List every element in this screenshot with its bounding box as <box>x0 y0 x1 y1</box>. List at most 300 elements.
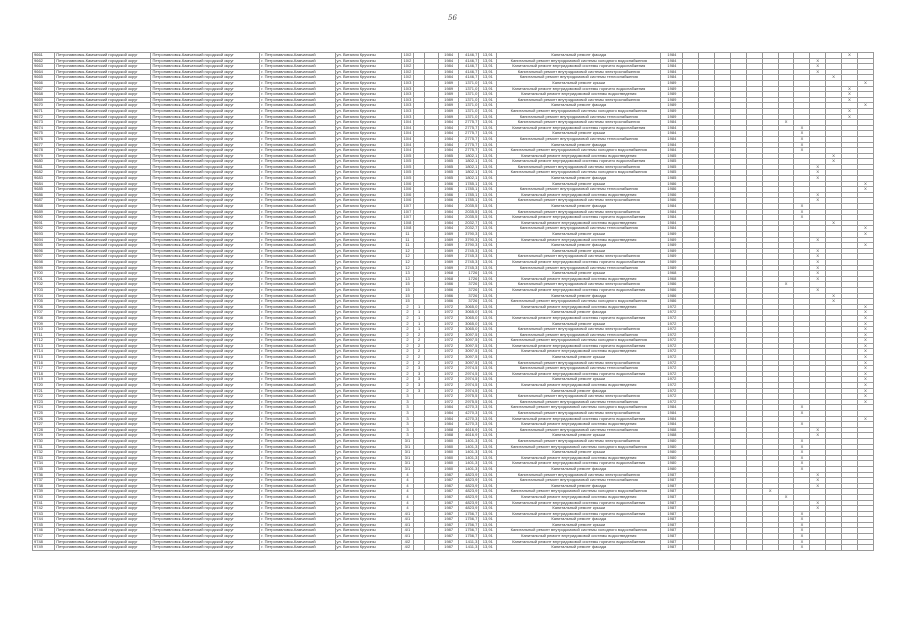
cell-mark: X <box>857 360 873 366</box>
cell-municipality: Петропавловск-Камчатский городской округ <box>55 142 151 148</box>
cell-street: ул. Виталия Кручины <box>335 192 402 198</box>
cell-tariff: 13,91 <box>479 215 497 221</box>
cell-municipality-2: Петропавловск-Камчатский городской округ <box>151 254 260 260</box>
cell-town: г. Петропавловск-Камчатский <box>260 103 335 109</box>
cell-town: г. Петропавловск-Камчатский <box>260 321 335 327</box>
cell-town: г. Петропавловск-Камчатский <box>260 394 335 400</box>
cell-municipality: Петропавловск-Камчатский городской округ <box>55 506 151 512</box>
cell-mark: X <box>794 422 810 428</box>
cell-town: г. Петропавловск-Камчатский <box>260 192 335 198</box>
cell-municipality-2: Петропавловск-Камчатский городской округ <box>151 377 260 383</box>
cell-mark: X <box>842 92 858 98</box>
cell-mark: X <box>857 181 873 187</box>
cell-municipality-2: Петропавловск-Камчатский городской округ <box>151 394 260 400</box>
cell-id: 9695 <box>33 243 55 249</box>
cell-year: 1968 <box>439 271 459 277</box>
cell-street: ул. Виталия Кручины <box>335 198 402 204</box>
cell-municipality: Петропавловск-Камчатский городской округ <box>55 86 151 92</box>
cell-town: г. Петропавловск-Камчатский <box>260 438 335 444</box>
cell-year: 1985 <box>439 153 459 159</box>
cell-plan-year: 1984 <box>661 75 683 81</box>
cell-work: Капитальный ремонт крыши <box>497 271 661 277</box>
cell-work: Капитальный ремонт крыши <box>497 450 661 456</box>
cell-plan-year: 1987 <box>661 539 683 545</box>
cell-building: 2 <box>413 343 425 349</box>
cell-municipality-2: Петропавловск-Камчатский городской округ <box>151 226 260 232</box>
cell-building: 2 <box>413 332 425 338</box>
cell-year: 1984 <box>439 53 459 59</box>
cell-municipality: Петропавловск-Камчатский городской округ <box>55 450 151 456</box>
cell-municipality: Петропавловск-Камчатский городской округ <box>55 478 151 484</box>
cell-area: 1802,1 <box>459 170 479 176</box>
cell-house: 10/3 <box>403 86 412 91</box>
cell-street: ул. Виталия Кручины <box>335 366 402 372</box>
cell-area: 4146,7 <box>459 58 479 64</box>
cell-tariff: 13,91 <box>479 176 497 182</box>
cell-street: ул. Виталия Кручины <box>335 332 402 338</box>
cell-id: 9721 <box>33 388 55 394</box>
cell-street: ул. Виталия Кручины <box>335 438 402 444</box>
cell-work: Капитальный ремонт крыши <box>497 433 661 439</box>
cell-year: 1987 <box>439 472 459 478</box>
cell-street: ул. Виталия Кручины <box>335 86 402 92</box>
cell-mark: X <box>857 338 873 344</box>
cell-street: ул. Виталия Кручины <box>335 237 402 243</box>
cell-plan-year: 1987 <box>661 489 683 495</box>
cell-area: 3097,5 <box>459 349 479 355</box>
cell-municipality-2: Петропавловск-Камчатский городской округ <box>151 539 260 545</box>
cell-mark: X <box>810 472 826 478</box>
cell-year: 1987 <box>439 511 459 517</box>
cell-municipality-2: Петропавловск-Камчатский городской округ <box>151 315 260 321</box>
cell-id: 9666 <box>33 80 55 86</box>
cell-house: 3 <box>402 411 414 417</box>
cell-town: г. Петропавловск-Камчатский <box>260 399 335 405</box>
cell-year: 1985 <box>439 164 459 170</box>
cell-tariff: 13,91 <box>479 494 497 500</box>
cell-house: 3 <box>402 405 414 411</box>
cell-tariff: 13,91 <box>479 327 497 333</box>
cell-work: Капитальный ремонт внутридомовой системы водоотведения <box>497 494 661 500</box>
cell-town: г. Петропавловск-Камчатский <box>260 159 335 165</box>
cell-house: 3/1 <box>402 438 414 444</box>
cell-area: 3065,0 <box>459 304 479 310</box>
cell-plan-year: 1984 <box>661 204 683 210</box>
cell-street: ул. Виталия Кручины <box>335 539 402 545</box>
cell-work: Капитальный ремонт внутридомовой системы горячего водоснабжения <box>497 64 661 70</box>
cell-municipality: Петропавловск-Камчатский городской округ <box>55 343 151 349</box>
cell-street: ул. Виталия Кручины <box>335 187 402 193</box>
cell-tariff: 13,91 <box>479 478 497 484</box>
cell-id: 9722 <box>33 394 55 400</box>
cell-id: 9730 <box>33 438 55 444</box>
cell-plan-year: 1984 <box>661 405 683 411</box>
cell-mark <box>699 545 715 551</box>
cell-mark: X <box>810 58 826 64</box>
cell-id: 9669 <box>33 97 55 103</box>
cell-street: ул. Виталия Кручины <box>335 243 402 249</box>
cell-work: Капитальный ремонт внутридомовой системы горячего водоснабжения <box>497 371 661 377</box>
cell-tariff: 13,91 <box>479 355 497 361</box>
cell-year: 1988 <box>439 427 459 433</box>
cell-town: г. Петропавловск-Камчатский <box>260 366 335 372</box>
cell-municipality: Петропавловск-Камчатский городской округ <box>55 192 151 198</box>
cell-id: 9667 <box>33 86 55 92</box>
cell-mark: X <box>810 506 826 512</box>
cell-town: г. Петропавловск-Камчатский <box>260 489 335 495</box>
cell-area: 3726 <box>459 282 479 288</box>
cell-tariff: 13,91 <box>479 450 497 456</box>
cell-tariff: 13,91 <box>479 338 497 344</box>
cell-street: ул. Виталия Кручины <box>335 170 402 176</box>
cell-id: 9733 <box>33 455 55 461</box>
cell-year: 1984 <box>439 142 459 148</box>
cell-plan-year: 1985 <box>661 170 683 176</box>
cell-house: 10/6 <box>403 197 412 203</box>
cell-municipality-2: Петропавловск-Камчатский городской округ <box>151 399 260 405</box>
cell-year: 1984 <box>439 422 459 428</box>
cell-street: ул. Виталия Кручины <box>335 304 402 310</box>
cell-mark: X <box>794 125 810 131</box>
cell-plan-year: 1984 <box>661 142 683 148</box>
cell-house: 4 <box>402 472 414 478</box>
cell-plan-year: 1984 <box>661 69 683 75</box>
cell-id: 9748 <box>33 539 55 545</box>
cell-tariff: 13,91 <box>479 528 497 534</box>
cell-plan-year: 1986 <box>661 198 683 204</box>
cell-mark: X <box>857 366 873 372</box>
cell-municipality: Петропавловск-Камчатский городской округ <box>55 53 151 59</box>
cell-municipality: Петропавловск-Камчатский городской округ <box>55 310 151 316</box>
cell-municipality: Петропавловск-Камчатский городской округ <box>55 265 151 271</box>
cell-mark: X <box>810 427 826 433</box>
cell-plan-year: 1984 <box>661 120 683 126</box>
cell-municipality-2: Петропавловск-Камчатский городской округ <box>151 517 260 523</box>
cell-town: г. Петропавловск-Камчатский <box>260 237 335 243</box>
cell-id: 9741 <box>33 500 55 506</box>
cell-street: ул. Виталия Кручины <box>335 142 402 148</box>
cell-work: Капитальный ремонт внутридомовой системы холодного водоснабжения <box>497 170 661 176</box>
cell-work: Капитальный ремонт крыши <box>497 355 661 361</box>
cell-street: ул. Виталия Кручины <box>335 371 402 377</box>
cell-plan-year: 1986 <box>661 287 683 293</box>
cell-area: 4823,9 <box>459 489 479 495</box>
cell-tariff: 13,91 <box>479 343 497 349</box>
cell-street: ул. Виталия Кручины <box>335 360 402 366</box>
cell-mark: X <box>794 466 810 472</box>
cell-mark: X <box>794 405 810 411</box>
cell-municipality-2: Петропавловск-Камчатский городской округ <box>151 444 260 450</box>
page-number: 56 <box>448 14 457 22</box>
cell-year: 1984 <box>439 209 459 215</box>
cell-street: ул. Виталия Кручины <box>335 517 402 523</box>
cell-municipality-2: Петропавловск-Камчатский городской округ <box>151 237 260 243</box>
cell-street: ул. Виталия Кручины <box>335 466 402 472</box>
cell-tariff: 13,91 <box>479 53 497 59</box>
cell-municipality: Петропавловск-Камчатский городской округ <box>55 120 151 126</box>
cell-plan-year: 1972 <box>661 394 683 400</box>
cell-plan-year: 1980 <box>661 461 683 467</box>
cell-mark <box>762 545 778 551</box>
cell-municipality-2: Петропавловск-Камчатский городской округ <box>151 411 260 417</box>
cell-tariff: 13,91 <box>479 164 497 170</box>
cell-plan-year: 1989 <box>661 259 683 265</box>
cell-building: 3 <box>413 371 425 377</box>
cell-id: 9708 <box>33 315 55 321</box>
cell-house: 3 <box>402 427 414 433</box>
cell-municipality-2: Петропавловск-Камчатский городской округ <box>151 125 260 131</box>
cell-house: 2 <box>402 371 414 377</box>
cell-town: г. Петропавловск-Камчатский <box>260 271 335 277</box>
cell-work: Капитальный ремонт внутридомовой системы горячего водоснабжения <box>497 86 661 92</box>
cell-town: г. Петропавловск-Камчатский <box>260 64 335 70</box>
cell-municipality: Петропавловск-Камчатский городской округ <box>55 209 151 215</box>
cell-id: 9728 <box>33 427 55 433</box>
cell-plan-year: 1972 <box>661 355 683 361</box>
cell-work: Капитальный ремонт фасада <box>497 466 661 472</box>
cell-tariff: 13,91 <box>479 500 497 506</box>
cell-town: г. Петропавловск-Камчатский <box>260 461 335 467</box>
cell-house: 2 <box>402 304 414 310</box>
cell-street: ул. Виталия Кручины <box>335 478 402 484</box>
cell-house: 2 <box>402 366 414 372</box>
cell-municipality: Петропавловск-Камчатский городской округ <box>55 366 151 372</box>
cell-id: 9739 <box>33 489 55 495</box>
cell-tariff: 13,91 <box>479 187 497 193</box>
cell-street: ул. Виталия Кручины <box>335 209 402 215</box>
cell-id: 9710 <box>33 327 55 333</box>
cell-town: г. Петропавловск-Камчатский <box>260 422 335 428</box>
cell-municipality: Петропавловск-Камчатский городской округ <box>55 327 151 333</box>
cell-mark: X <box>810 500 826 506</box>
cell-town: г. Петропавловск-Камчатский <box>260 450 335 456</box>
cell-street: ул. Виталия Кручины <box>335 489 402 495</box>
cell-id: 9698 <box>33 259 55 265</box>
cell-id: 9731 <box>33 444 55 450</box>
cell-street: ул. Виталия Кручины <box>335 545 402 551</box>
cell-year: 1986 <box>439 282 459 288</box>
cell-municipality: Петропавловск-Камчатский городской округ <box>55 254 151 260</box>
cell-mark: X <box>810 271 826 277</box>
cell-area: 2745,3 <box>459 254 479 260</box>
cell-house: 2 <box>402 338 414 344</box>
cell-plan-year: 1972 <box>661 360 683 366</box>
cell-area: 1401,3 <box>459 466 479 472</box>
cell-street: ул. Виталия Кручины <box>335 69 402 75</box>
cell-municipality: Петропавловск-Камчатский городской округ <box>55 383 151 389</box>
cell-town: г. Петропавловск-Камчатский <box>260 142 335 148</box>
cell-plan-year: 1984 <box>661 226 683 232</box>
cell-mark: X <box>857 399 873 405</box>
cell-year: 1984 <box>439 411 459 417</box>
cell-mark <box>810 545 826 551</box>
cell-town: г. Петропавловск-Камчатский <box>260 204 335 210</box>
cell-municipality: Петропавловск-Камчатский городской округ <box>55 108 151 114</box>
cell-mark: X <box>810 478 826 484</box>
cell-tariff: 13,91 <box>479 394 497 400</box>
cell-municipality-2: Петропавловск-Камчатский городской округ <box>151 545 260 551</box>
cell-plan-year: 1987 <box>661 545 683 551</box>
cell-year: 1986 <box>439 287 459 293</box>
cell-id: 9686 <box>33 192 55 198</box>
cell-work: Капитальный ремонт внутридомовой системы горячего водоснабжения <box>497 461 661 467</box>
cell-mark: X <box>826 293 842 299</box>
cell-year: 1980 <box>439 461 459 467</box>
cell-town: г. Петропавловск-Камчатский <box>260 92 335 98</box>
cell-id: 9688 <box>33 204 55 210</box>
cell-town: г. Петропавловск-Камчатский <box>260 360 335 366</box>
cell-id: 9683 <box>33 176 55 182</box>
cell-mark: X <box>857 388 873 394</box>
cell-mark: X <box>857 349 873 355</box>
cell-house: 10/7 <box>403 203 412 209</box>
cell-year: 1986 <box>439 293 459 299</box>
cell-house: 4/2 <box>402 539 414 545</box>
cell-house: 2 <box>402 343 414 349</box>
cell-mark: X <box>826 159 842 165</box>
cell-house: 2 <box>402 388 414 394</box>
cell-work: Капитальный ремонт внутридомовой системы теплоснабжения <box>497 75 661 81</box>
table-row <box>33 545 874 551</box>
cell-house: 12 <box>402 254 414 260</box>
cell-tariff: 13,91 <box>479 388 497 394</box>
cell-municipality-2: Петропавловск-Камчатский городской округ <box>151 438 260 444</box>
cell-work: Капитальный ремонт внутридомовой системы горячего водоснабжения <box>497 416 661 422</box>
cell-municipality-2: Петропавловск-Камчатский городской округ <box>151 136 260 142</box>
cell-plan-year: 1980 <box>661 450 683 456</box>
cell-tariff: 13,91 <box>479 438 497 444</box>
cell-tariff: 13,91 <box>479 181 497 187</box>
cell-town: г. Петропавловск-Камчатский <box>260 472 335 478</box>
cell-year: 1972 <box>439 388 459 394</box>
cell-area: 1401,3 <box>459 455 479 461</box>
cell-tariff: 13,91 <box>479 293 497 299</box>
cell-id: 9693 <box>33 232 55 238</box>
cell-tariff: 13,91 <box>479 86 497 92</box>
cell-tariff: 13,91 <box>479 204 497 210</box>
cell-area: 1371,0 <box>459 103 479 109</box>
cell-house: 2 <box>402 315 414 321</box>
cell-plan-year: 1986 <box>661 293 683 299</box>
cell-town: г. Петропавловск-Камчатский <box>260 114 335 120</box>
cell-town: г. Петропавловск-Камчатский <box>260 528 335 534</box>
cell-mark: X <box>778 282 794 288</box>
cell-mark <box>842 545 858 551</box>
cell-id: 9679 <box>33 153 55 159</box>
cell-area: 1371,0 <box>459 108 479 114</box>
cell-town: г. Петропавловск-Камчатский <box>260 276 335 282</box>
cell-municipality-2: Петропавловск-Камчатский городской округ <box>151 506 260 512</box>
cell-town: г. Петропавловск-Камчатский <box>260 444 335 450</box>
cell-id: 9685 <box>33 187 55 193</box>
cell-tariff: 13,91 <box>479 192 497 198</box>
cell-municipality-2: Петропавловск-Камчатский городской округ <box>151 383 260 389</box>
cell-town: г. Петропавловск-Камчатский <box>260 209 335 215</box>
cell-mark: X <box>810 164 826 170</box>
cell-town: г. Петропавловск-Камчатский <box>260 500 335 506</box>
cell-work: Капитальный ремонт внутридомовой системы электроснабжения <box>497 198 661 204</box>
cell-street: ул. Виталия Кручины <box>335 58 402 64</box>
cell-plan-year: 1984 <box>661 53 683 59</box>
cell-municipality: Петропавловск-Камчатский городской округ <box>55 271 151 277</box>
cell-municipality-2: Петропавловск-Камчатский городской округ <box>151 405 260 411</box>
cell-mark: X <box>857 327 873 333</box>
cell-town: г. Петропавловск-Камчатский <box>260 80 335 86</box>
cell-street: ул. Виталия Кручины <box>335 534 402 540</box>
cell-area: 4823,9 <box>459 483 479 489</box>
cell-area: 4270,3 <box>459 422 479 428</box>
cell-mark: X <box>857 355 873 361</box>
cell-mark: X <box>857 232 873 238</box>
cell-street: ул. Виталия Кручины <box>335 444 402 450</box>
cell-municipality-2: Петропавловск-Камчатский городской округ <box>151 366 260 372</box>
cell-year: 1972 <box>439 360 459 366</box>
cell-work: Капитальный ремонт внутридомовой системы теплоснабжения <box>497 332 661 338</box>
cell-id: 9678 <box>33 148 55 154</box>
cell-tariff: 13,91 <box>479 265 497 271</box>
cell-mark: X <box>842 53 858 59</box>
cell-year: 1989 <box>439 114 459 120</box>
cell-work: Капитальный ремонт внутридомовой системы водоотведения <box>497 192 661 198</box>
cell-id: 9725 <box>33 411 55 417</box>
cell-house: 3/1 <box>402 450 414 456</box>
cell-house: 12 <box>402 248 414 254</box>
cell-street: ул. Виталия Кручины <box>335 64 402 70</box>
cell-year: 1985 <box>439 170 459 176</box>
cell-street: ул. Виталия Кручины <box>335 355 402 361</box>
cell-house: 3/1 <box>402 466 414 472</box>
cell-town: г. Петропавловск-Камчатский <box>260 455 335 461</box>
cell-house: 15 <box>402 299 414 305</box>
cell-town: г. Петропавловск-Камчатский <box>260 304 335 310</box>
cell-year: 1989 <box>439 237 459 243</box>
cell-id: 9697 <box>33 254 55 260</box>
cell-house: 4 <box>402 500 414 506</box>
cell-house: 10/3 <box>403 108 412 113</box>
cell-house: 10/6 <box>403 192 412 197</box>
cell-municipality: Петропавловск-Камчатский городской округ <box>55 444 151 450</box>
cell-street: ул. Виталия Кручины <box>335 181 402 187</box>
cell-house: 11 <box>402 237 414 243</box>
cell-town: г. Петропавловск-Камчатский <box>260 327 335 333</box>
cell-year: 1980 <box>439 450 459 456</box>
cell-year: 1985 <box>439 159 459 165</box>
cell-house: 15 <box>402 287 414 293</box>
cell-municipality: Петропавловск-Камчатский городской округ <box>55 315 151 321</box>
cell-id: 9672 <box>33 114 55 120</box>
cell-id: 9742 <box>33 506 55 512</box>
cell-work: Капитальный ремонт внутридомовой системы электроснабжения <box>497 327 661 333</box>
cell-tariff: 13,91 <box>479 360 497 366</box>
cell-town: г. Петропавловск-Камчатский <box>260 181 335 187</box>
cell-municipality-2: Петропавловск-Камчатский городской округ <box>151 478 260 484</box>
cell-municipality-2: Петропавловск-Камчатский городской округ <box>151 388 260 394</box>
cell-mark: X <box>778 494 794 500</box>
cell-house: 10/8 <box>403 225 412 231</box>
cell-house: 10/5 <box>403 153 412 158</box>
cell-municipality: Петропавловск-Камчатский городской округ <box>55 461 151 467</box>
cell-area: 2745,3 <box>459 248 479 254</box>
cell-municipality: Петропавловск-Камчатский городской округ <box>55 176 151 182</box>
cell-municipality-2: Петропавловск-Камчатский городской округ <box>151 271 260 277</box>
cell-work: Капитальный ремонт фасада <box>497 53 661 59</box>
cell-municipality: Петропавловск-Камчатский городской округ <box>55 411 151 417</box>
cell-house: 4 <box>402 478 414 484</box>
cell-year: 1984 <box>439 64 459 70</box>
cell-year: 1984 <box>439 220 459 226</box>
cell-plan-year: 1987 <box>661 494 683 500</box>
cell-street: ул. Виталия Кручины <box>335 53 402 59</box>
